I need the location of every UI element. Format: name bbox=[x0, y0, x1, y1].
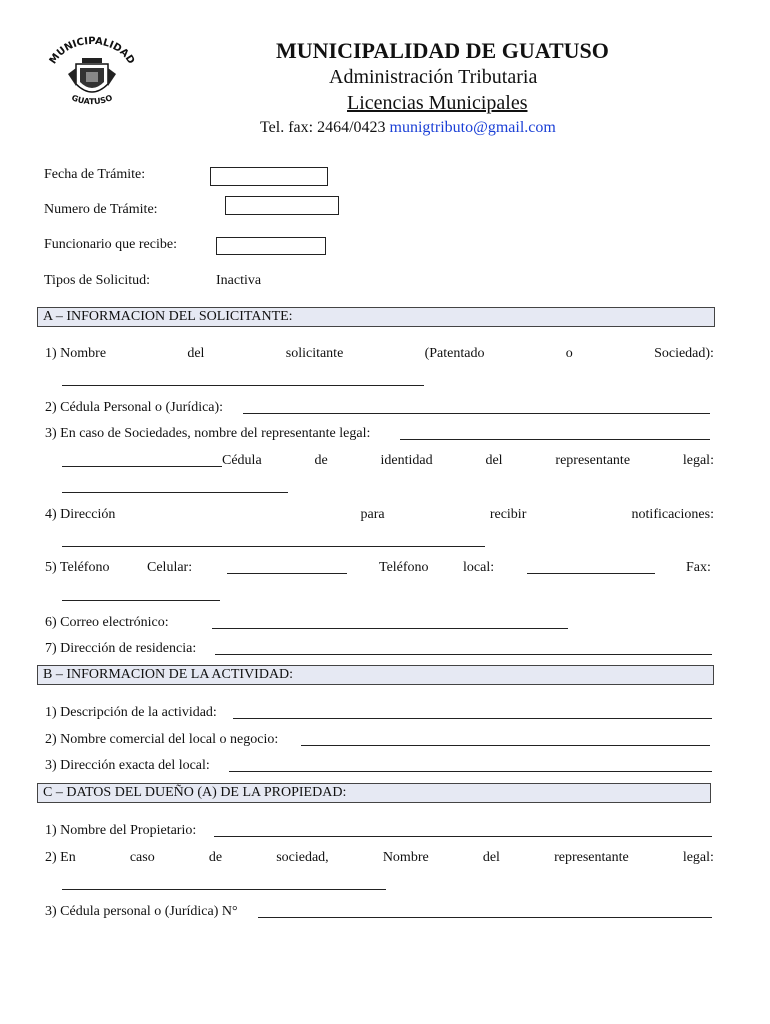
section-b-header: B – INFORMACION DE LA ACTIVIDAD: bbox=[37, 665, 714, 685]
q2-cedula-line[interactable] bbox=[243, 413, 710, 414]
q1-word: o bbox=[565, 346, 573, 361]
q4-word: recibir bbox=[489, 507, 527, 522]
q4-word: notificaciones: bbox=[631, 507, 714, 522]
contact-line bbox=[260, 119, 556, 137]
b-q2-nombre-comercial-line[interactable] bbox=[301, 745, 710, 746]
q1-word: Sociedad): bbox=[654, 346, 714, 361]
q3b-pre-line[interactable] bbox=[62, 466, 222, 467]
q3b-cedula-row bbox=[222, 453, 714, 469]
numero-field[interactable] bbox=[225, 196, 339, 215]
q3b-word: del bbox=[485, 453, 503, 468]
q1-word: solicitante bbox=[285, 346, 344, 361]
q3b-word: representante bbox=[555, 453, 631, 468]
logo-bottom-text: GUATUSO bbox=[70, 93, 114, 107]
fecha-field[interactable] bbox=[210, 167, 328, 186]
b-q1-descripcion-line[interactable] bbox=[233, 718, 712, 719]
q7-residencia-label: 7) Dirección de residencia: bbox=[45, 641, 197, 656]
q1-nombre-row bbox=[45, 346, 714, 362]
b-q1-descripcion-label: 1) Descripción de la actividad: bbox=[45, 705, 217, 720]
numero-label: Numero de Trámite: bbox=[44, 202, 158, 217]
tipos-value[interactable]: Inactiva bbox=[216, 273, 262, 288]
q4-word: 4) Dirección bbox=[45, 507, 116, 522]
c-q3-cedula-line[interactable] bbox=[258, 917, 712, 918]
section-a-header: A – INFORMACION DEL SOLICITANTE: bbox=[37, 307, 715, 327]
page-subtitle: Administración Tributaria bbox=[329, 66, 538, 88]
q3b-word: Cédula bbox=[222, 453, 262, 468]
q3b-word: identidad bbox=[380, 453, 433, 468]
c-q2-word: Nombre bbox=[382, 850, 429, 865]
tipos-label: Tipos de Solicitud: bbox=[44, 273, 151, 288]
q1-word: del bbox=[187, 346, 205, 361]
q4-direccion-row bbox=[45, 507, 714, 523]
c-q2-word: sociedad, bbox=[276, 850, 329, 865]
email-link[interactable]: munigtributo@gmail.com bbox=[389, 119, 556, 136]
c-q3-cedula-label: 3) Cédula personal o (Jurídica) N° bbox=[45, 904, 238, 919]
q6-correo-line[interactable] bbox=[212, 628, 568, 629]
q4-direccion-line[interactable] bbox=[62, 546, 485, 547]
c-q2-representante-line[interactable] bbox=[62, 889, 386, 890]
tel-fax-label: Tel. fax: 2464/0423 bbox=[260, 119, 386, 136]
section-title: Licencias Municipales bbox=[347, 92, 528, 114]
fecha-label: Fecha de Trámite: bbox=[44, 167, 146, 182]
q5-telefono-local-label: Teléfono bbox=[379, 560, 429, 575]
svg-text:GUATUSO bbox=[70, 93, 114, 106]
c-q1-propietario-line[interactable] bbox=[214, 836, 712, 837]
c-q2-word: 2) En bbox=[45, 850, 76, 865]
b-q3-direccion-local-line[interactable] bbox=[229, 771, 712, 772]
q3b-cedula-line[interactable] bbox=[62, 492, 288, 493]
q5-fax-line[interactable] bbox=[62, 600, 220, 601]
logo-top-text: MUNICIPALIDAD bbox=[47, 35, 137, 67]
c-q2-word: representante bbox=[554, 850, 629, 865]
section-c-header: C – DATOS DEL DUEÑO (A) DE LA PROPIEDAD: bbox=[37, 783, 711, 803]
q1-nombre-line[interactable] bbox=[62, 385, 424, 386]
c-q1-propietario-label: 1) Nombre del Propietario: bbox=[45, 823, 197, 838]
b-q3-direccion-local-label: 3) Dirección exacta del local: bbox=[45, 758, 210, 773]
q3b-word: legal: bbox=[682, 453, 714, 468]
q3-representante-line[interactable] bbox=[400, 439, 710, 440]
c-q2-word: legal: bbox=[682, 850, 714, 865]
q5-telefono-label: 5) Teléfono bbox=[45, 560, 110, 575]
shield-emblem bbox=[68, 58, 116, 92]
b-q2-nombre-comercial-label: 2) Nombre comercial del local o negocio: bbox=[45, 732, 279, 747]
q3-representante-label: 3) En caso de Sociedades, nombre del representante legal: bbox=[45, 426, 371, 441]
c-q2-word: caso bbox=[129, 850, 155, 865]
funcionario-label: Funcionario que recibe: bbox=[44, 237, 177, 252]
q5-celular-line[interactable] bbox=[227, 573, 347, 574]
q5-fax-label: Fax: bbox=[686, 560, 711, 575]
q1-word: (Patentado bbox=[424, 346, 485, 361]
c-q2-sociedad-row bbox=[45, 850, 714, 866]
page-title: MUNICIPALIDAD DE GUATUSO bbox=[276, 38, 609, 63]
q7-residencia-line[interactable] bbox=[215, 654, 712, 655]
municipal-logo bbox=[40, 34, 140, 112]
c-q2-word: del bbox=[482, 850, 500, 865]
q3b-word: de bbox=[314, 453, 328, 468]
q5-celular-label: Celular: bbox=[147, 560, 193, 575]
c-q2-word: de bbox=[208, 850, 223, 865]
q4-word: para bbox=[360, 507, 385, 522]
q6-correo-label: 6) Correo electrónico: bbox=[45, 615, 169, 630]
q1-word: 1) Nombre bbox=[45, 346, 107, 361]
q5-local-label: local: bbox=[463, 560, 495, 575]
q5-local-line[interactable] bbox=[527, 573, 655, 574]
funcionario-field[interactable] bbox=[216, 237, 326, 255]
q2-cedula-label: 2) Cédula Personal o (Jurídica): bbox=[45, 400, 224, 415]
